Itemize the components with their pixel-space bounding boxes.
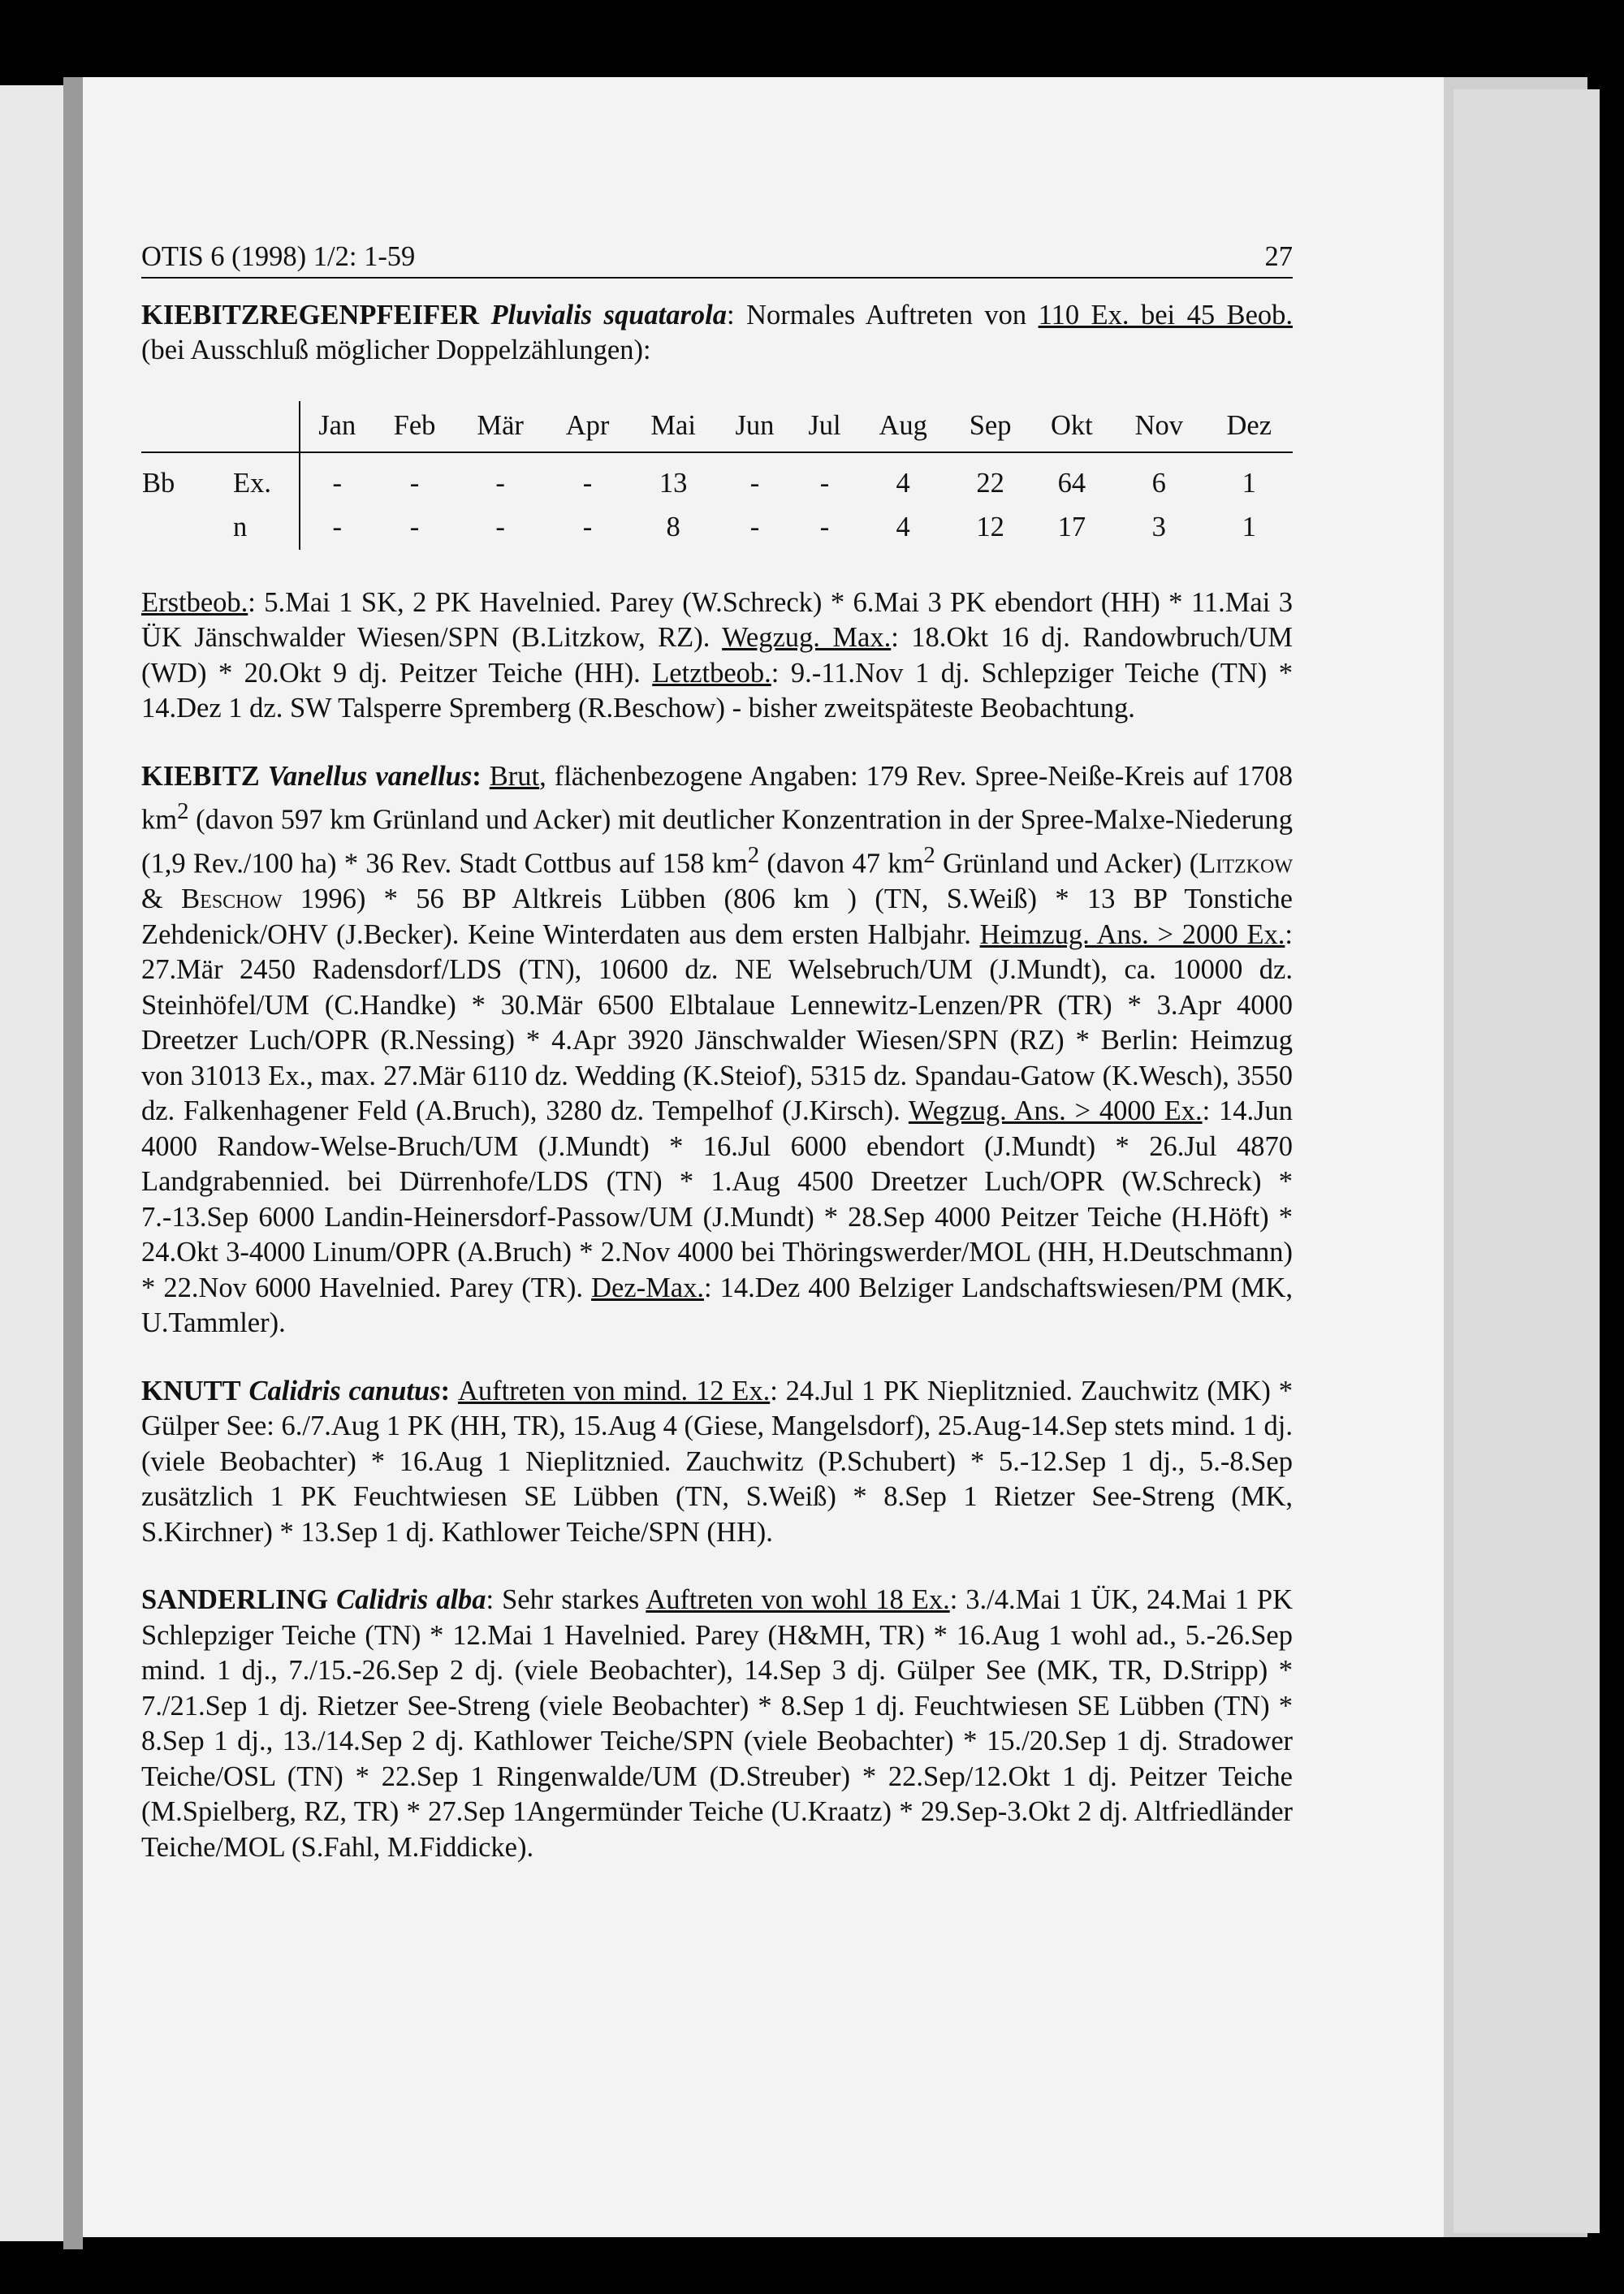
- table-cell: 17: [1057, 511, 1086, 542]
- month-header: Mai: [650, 409, 696, 441]
- page-number: 27: [1264, 241, 1293, 272]
- table-cell: -: [749, 467, 760, 499]
- table-cell: -: [332, 511, 342, 542]
- month-header: Nov: [1134, 409, 1183, 441]
- month-header: Okt: [1050, 409, 1093, 441]
- table-cell: 22: [976, 467, 1004, 499]
- month-header: Sep: [969, 409, 1012, 441]
- table-cell: 6: [1151, 467, 1166, 499]
- book-gutter: [63, 77, 83, 2249]
- table-cell: -: [332, 467, 342, 499]
- table-cell: 1: [1242, 511, 1256, 542]
- journal-citation: OTIS 6 (1998) 1/2: 1-59: [141, 241, 416, 272]
- region-label: Bb: [142, 467, 175, 499]
- species-name: KIEBITZ: [141, 760, 260, 792]
- month-header: Jun: [735, 409, 775, 441]
- running-header: [141, 240, 1293, 279]
- adjacent-page-edge: [0, 85, 63, 2241]
- table-cell: 1: [1242, 467, 1256, 499]
- species-latin: Pluvialis squatarola: [490, 299, 728, 330]
- month-header: Jan: [318, 409, 356, 441]
- table-cell: 8: [666, 511, 680, 542]
- table-cell: -: [819, 467, 830, 499]
- table-cell: 64: [1057, 467, 1086, 499]
- table-cell: -: [409, 467, 420, 499]
- month-header: Jul: [808, 409, 841, 441]
- kiebitzregenpfeifer-intro: KIEBITZREGENPFEIFER Pluvialis squatarola: Normales Auftreten von 110 Ex. bei 45 Beob. (bei Ausschluß möglicher Doppelzählungen):: [141, 299, 1294, 365]
- table-cell: 12: [976, 511, 1004, 542]
- table-cell: -: [495, 511, 505, 542]
- species-latin: Calidris alba: [336, 1584, 486, 1615]
- table-cell: -: [582, 467, 593, 499]
- table-cell: -: [819, 511, 830, 542]
- species-name: KNUTT: [141, 1375, 241, 1406]
- table-cell: -: [409, 511, 420, 542]
- table-cell: -: [495, 467, 505, 499]
- table-header-row: [141, 401, 1293, 452]
- table-row: [141, 506, 1293, 550]
- page-content: [141, 240, 1293, 1898]
- species-latin: Vanellus vanellus: [267, 760, 473, 792]
- table-cell: 13: [659, 467, 688, 499]
- table-cell: 4: [896, 467, 910, 499]
- kiebitz-entry: KIEBITZ Vanellus vanellus: Brut, flächenbezogene Angaben: 179 Rev. Spree-Neiße-Kreis auf 1708 $km^2$ (davon 597 km Grünland und Acker) mit deutlicher Konzentration in der Spree-Malxe-Niederung (1,9 Rev./100 ha) * 36 Rev. Stadt Cottbus auf 158 $km^2$ (davon 47 $km^2$ Grünland und Acker) (Litzkow & Beschow 1996) * 56 BP Altkreis Lübben (806 km ) (TN, S.Weiß) * 13 BP Tonstiche Zehdenick/OHV (J.Becker). Keine Winterdaten aus dem ersten Halbjahr. Heimzug. Ans. > 2000 Ex.: 27.Mär 2450 Radensdorf/LDS (TN), 10600 dz. NE Welsebruch/UM (J.Mundt), ca. 10000 dz. Steinhöfel/UM (C.Handke) * 30.Mär 6500 Elbtalaue Lennewitz-Lenzen/PR (TR) * 3.Apr 4000 Dreetzer Luch/OPR (R.Nessing) * 4.Apr 3920 Jänschwalder Wiesen/SPN (RZ) * Berlin: Heimzug von 31013 Ex., max. 27.Mär 6110 dz. Wedding (K.Steiof), 5315 dz. Spandau-Gatow (K.Wesch), 3550 dz. Falkenhagener Feld (A.Bruch), 3280 dz. Tempelhof (J.Kirsch). Wegzug. Ans. > 4000 Ex.: 14.Jun 4000 Randow-Welse-Bruch/UM (J.Mundt) * 16.Jul 6000 ebendort (J.Mundt) * 26.Jul 4870 Landgrabennied. bei Dürrenhofe/LDS (TN) * 1.Aug 4500 Dreetzer Luch/OPR (W.Schreck) * 7.-13.Sep 6000 Landin-Heinersdorf-Passow/UM (J.Mundt) * 28.Sep 4000 Peitzer Teiche (H.Höft) * 24.Okt 3-4000 Linum/OPR (A.Bruch) * 2.Nov 4000 bei Thöringswerder/MOL (HH, H.Deutschmann) * 22.Nov 6000 Havelnied. Parey (TR). Dez-Max.: 14.Dez 400 Belziger Landschaftswiesen/PM (MK, U.Tammler).: [141, 760, 1294, 1338]
- species-name: SANDERLING: [141, 1584, 329, 1615]
- sanderling-entry: SANDERLING Calidris alba: Sehr starkes Auftreten von wohl 18 Ex.: 3./4.Mai 1 ÜK, 24.Mai 1 PK Schlepziger Teiche (TN) * 12.Mai 1 Havelnied. Parey (H&MH, TR) * 16.Aug 1 wohl ad., 5.-26.Sep mind. 1 dj., 7./15.-26.Sep 2 dj. (viele Beobachter), 14.Sep 3 dj. Gülper See (MK, TR, D.Stripp) * 7./21.Sep 1 dj. Rietzer See-Streng (viele Beobachter) * 8.Sep 1 dj. Feuchtwiesen SE Lübben (TN) * 8.Sep 1 dj., 13./14.Sep 2 dj. Kathlower Teiche/SPN (viele Beobachter) * 15./20.Sep 1 dj. Stradower Teiche/OSL (TN) * 22.Sep 1 Ringenwalde/UM (D.Streuber) * 22.Sep/12.Okt 1 dj. Peitzer Teiche (M.Spielberg, RZ, TR) * 27.Sep 1Angermünder Teiche (U.Kraatz) * 29.Sep-3.Okt 2 dj. Altfriedländer Teiche/MOL (S.Fahl, M.Fiddicke).: [141, 1584, 1293, 1863]
- species-name: KIEBITZREGENPFEIFER: [141, 299, 480, 330]
- month-header: Dez: [1226, 409, 1272, 441]
- document-page: [83, 77, 1444, 2237]
- table-cell: -: [582, 511, 593, 542]
- month-header: Feb: [393, 409, 436, 441]
- monthly-observation-table: [141, 401, 1293, 550]
- table-cell: -: [749, 511, 760, 542]
- row-label: n: [232, 506, 300, 550]
- table-row: [141, 452, 1293, 506]
- knutt-entry: KNUTT Calidris canutus: Auftreten von mind. 12 Ex.: 24.Jul 1 PK Nieplitznied. Zauchwitz (MK) * Gülper See: 6./7.Aug 1 PK (HH, TR), 15.Aug 4 (Giese, Mangelsdorf), 25.Aug-14.Sep stets mind. 1 dj. (viele Beobachter) * 16.Aug 1 Nieplitznied. Zauchwitz (P.Schubert) * 5.-12.Sep 1 dj., 5.-8.Sep zusätzlich 1 PK Feuchtwiesen SE Lübben (TN, S.Weiß) * 8.Sep 1 Rietzer See-Streng (MK, S.Kirchner) * 13.Sep 1 dj. Kathlower Teiche/SPN (HH).: [141, 1375, 1293, 1548]
- table-cell: 4: [896, 511, 910, 542]
- species-latin: Calidris canutus: [248, 1375, 441, 1406]
- kiebitzregenpfeifer-details: Erstbeob.: 5.Mai 1 SK, 2 PK Havelnied. Parey (W.Schreck) * 6.Mai 3 PK ebendort (HH) * 11.Mai 3 ÜK Jänschwalder Wiesen/SPN (B.Litzkow, RZ). Wegzug. Max.: 18.Okt 16 dj. Randowbruch/UM (WD) * 20.Okt 9 dj. Peitzer Teiche (HH). Letztbeob.: 9.-11.Nov 1 dj. Schlepziger Teiche (TN) * 14.Dez 1 dz. SW Talsperre Spremberg (R.Beschow) - bisher zweitspäteste Beobachtung.: [141, 586, 1293, 724]
- month-header: Apr: [565, 409, 610, 441]
- table-cell: 3: [1151, 511, 1166, 542]
- month-header: Aug: [879, 409, 927, 441]
- row-label: Ex.: [232, 452, 300, 506]
- month-header: Mär: [477, 409, 524, 441]
- page-stack-edge-inner: [1453, 89, 1600, 2233]
